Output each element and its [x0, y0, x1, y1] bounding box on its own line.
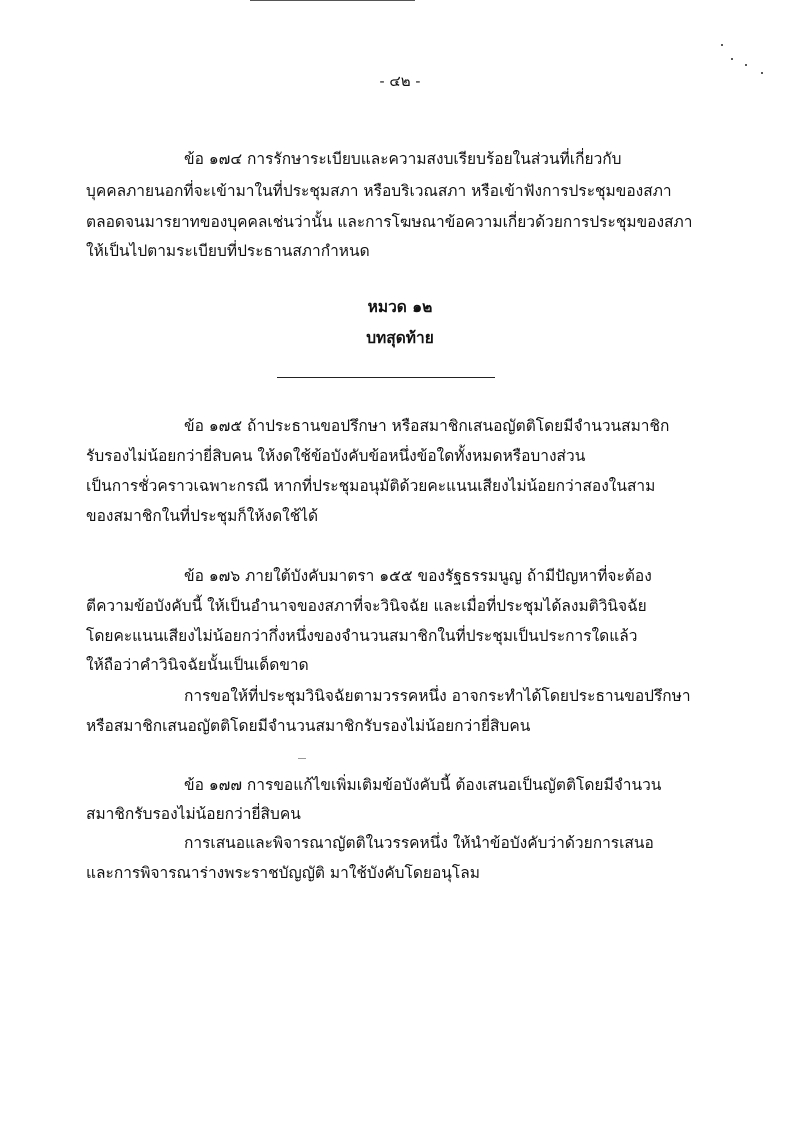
- clause-175-line-1: ข้อ ๑๗๕ ถ้าประธานขอปรึกษา หรือสมาชิกเสนอญัตติโดยมีจำนวนสมาชิก: [184, 417, 670, 435]
- clause-176-line-1: ข้อ ๑๗๖ ภายใต้บังคับมาตรา ๑๕๕ ของรัฐธรรมนูญ ถ้ามีปัญหาที่จะต้อง: [184, 567, 652, 585]
- clause-174-line-4: ให้เป็นไปตามระเบียบที่ประธานสภากำหนด: [86, 242, 370, 260]
- clause-176-line-6: หรือสมาชิกเสนอญัตติโดยมีจำนวนสมาชิกรับรองไม่น้อยกว่ายี่สิบคน: [86, 717, 531, 735]
- clause-175-line-2: รับรองไม่น้อยกว่ายี่สิบคน ให้งดใช้ข้อบังคับข้อหนึ่งข้อใดทั้งหมดหรือบางส่วน: [86, 447, 586, 465]
- page-number: - ๔๒ -: [379, 72, 421, 90]
- scan-speck: [298, 758, 306, 759]
- clause-176-line-3: โดยคะแนนเสียงไม่น้อยกว่ากึ่งหนึ่งของจำนวนสมาชิกในที่ประชุมเป็นประการใดแล้ว: [86, 627, 638, 645]
- clause-176-line-4: ให้ถือว่าคำวินิจฉัยนั้นเป็นเด็ดขาด: [86, 656, 309, 674]
- clause-176-line-5: การขอให้ที่ประชุมวินิจฉัยตามวรรคหนึ่ง อาจกระทำได้โดยประธานขอปรึกษา: [184, 687, 691, 705]
- clause-177-line-1: ข้อ ๑๗๗ การขอแก้ไขเพิ่มเติมข้อบังคับนี้ ต้องเสนอเป็นญัตติโดยมีจำนวน: [184, 776, 662, 794]
- clause-176-line-2: ตีความข้อบังคับนี้ ให้เป็นอำนาจของสภาที่จะวินิจฉัย และเมื่อที่ประชุมได้ลงมติวินิจฉัย: [86, 597, 647, 615]
- clause-177-line-2: สมาชิกรับรองไม่น้อยกว่ายี่สิบคน: [86, 805, 301, 823]
- clause-177-line-4: และการพิจารณาร่างพระราชบัญญัติ มาใช้บังคับโดยอนุโลม: [86, 864, 480, 882]
- clause-174-line-1: ข้อ ๑๗๔ การรักษาระเบียบและความสงบเรียบร้อยในส่วนที่เกี่ยวกับ: [184, 150, 622, 168]
- top-edge-rule: [250, 0, 415, 1]
- clause-175-line-3: เป็นการชั่วคราวเฉพาะกรณี หากที่ประชุมอนุมัติด้วยคะแนนเสียงไม่น้อยกว่าสองในสาม: [86, 477, 656, 495]
- clause-177-line-3: การเสนอและพิจารณาญัตติในวรรคหนึ่ง ให้นำข้อบังคับว่าด้วยการเสนอ: [184, 834, 654, 852]
- clause-174-line-2: บุคคลภายนอกที่จะเข้ามาในที่ประชุมสภา หรือบริเวณสภา หรือเข้าฟังการประชุมของสภา: [86, 182, 672, 200]
- chapter-title: หมวด ๑๒: [367, 297, 433, 316]
- clause-175-line-4: ของสมาชิกในที่ประชุมก็ให้งดใช้ได้: [86, 507, 319, 525]
- section-divider: [277, 377, 495, 378]
- clause-174-line-3: ตลอดจนมารยาทของบุคคลเช่นว่านั้น และการโฆษณาข้อความเกี่ยวด้วยการประชุมของสภา: [86, 213, 693, 231]
- chapter-name: บทสุดท้าย: [366, 328, 434, 347]
